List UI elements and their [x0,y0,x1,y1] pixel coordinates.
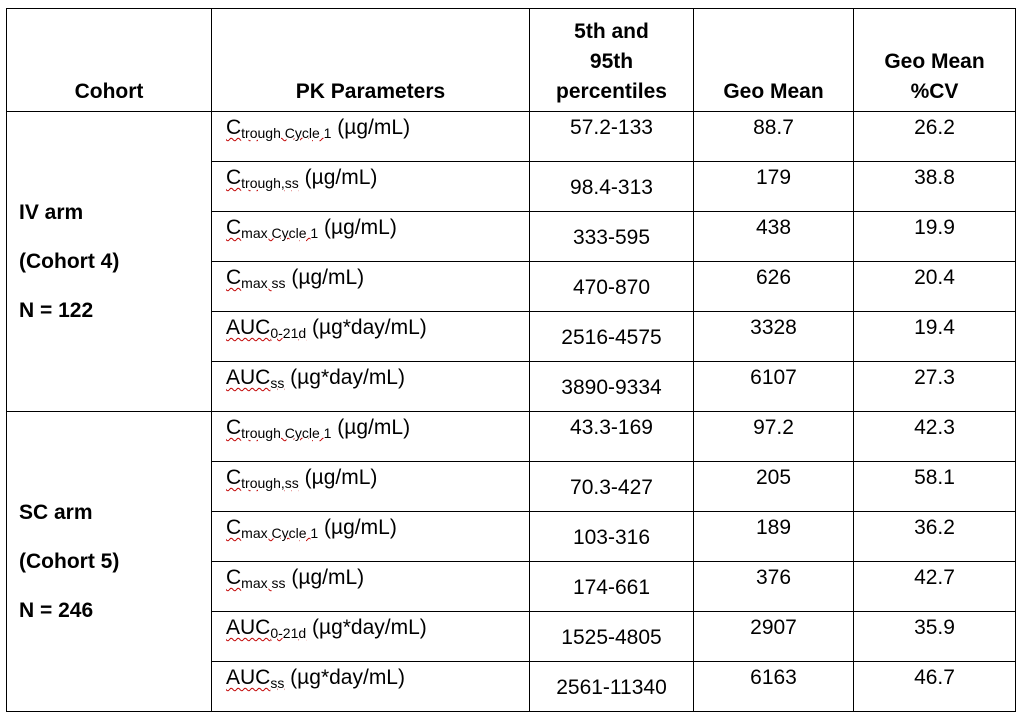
header-row [7,9,1016,112]
parameter-unit: (µg/mL) [298,166,378,189]
parameter-base: C [226,516,242,539]
geo-mean-cv-cell: 20.4 [854,262,1016,312]
parameter-subscript: trough,ss [241,175,299,191]
percentiles-cell: 470-870 [530,262,694,312]
cohort-cell [7,112,212,412]
cohort-label-line: N = 246 [19,599,94,622]
parameter-subscript: max ss [241,575,286,591]
header-geo-mean-cv: Geo Mean %CV [854,9,1016,112]
parameter-unit: (µg/mL) [331,416,411,439]
parameter-subscript: trough Cycle 1 [241,125,332,141]
pk-parameter-cell [212,312,530,362]
geo-mean-cell: 189 [694,512,854,562]
geo-mean-cv-cell: 38.8 [854,162,1016,212]
geo-mean-cv-cell: 36.2 [854,512,1016,562]
pk-parameter-cell [212,662,530,712]
table-row [7,412,1016,462]
percentiles-cell: 57.2-133 [530,112,694,162]
percentiles-cell: 103-316 [530,512,694,562]
header-pk-parameters: PK Parameters [212,9,530,112]
parameter-unit: (µg/mL) [331,116,411,139]
parameter-base: AUC [226,616,271,639]
parameter-unit: (µg/mL) [285,566,365,589]
parameter-base: C [226,416,242,439]
geo-mean-cell: 626 [694,262,854,312]
cohort-label-line: (Cohort 5) [19,550,120,573]
cohort-label-line: (Cohort 4) [19,250,120,273]
parameter-symbol [226,216,318,239]
geo-mean-cell: 6163 [694,662,854,712]
parameter-subscript: max Cycle 1 [241,225,319,241]
parameter-unit: (µg/mL) [285,266,365,289]
cohort-cell [7,412,212,712]
parameter-base: AUC [226,366,271,389]
table-row [7,112,1016,162]
pk-parameter-cell [212,212,530,262]
percentiles-cell: 98.4-313 [530,162,694,212]
geo-mean-cell: 179 [694,162,854,212]
geo-mean-cv-cell: 19.9 [854,212,1016,262]
parameter-symbol [226,616,306,639]
geo-mean-cell: 88.7 [694,112,854,162]
parameter-subscript: trough,ss [241,475,299,491]
parameter-subscript: ss [270,675,285,691]
cohort-label-line: N = 122 [19,299,94,322]
parameter-unit: (µg/mL) [318,516,397,539]
pk-parameters-table [6,8,1016,712]
parameter-subscript: 0-21d [270,325,307,341]
parameter-base: C [226,166,242,189]
parameter-unit: (µg*day/mL) [306,616,427,639]
percentiles-cell: 3890-9334 [530,362,694,412]
cohort-label-line: SC arm [19,501,93,524]
geo-mean-cv-cell: 46.7 [854,662,1016,712]
parameter-subscript: max ss [241,275,286,291]
parameter-base: AUC [226,316,271,339]
pk-parameter-cell [212,462,530,512]
geo-mean-cv-cell: 27.3 [854,362,1016,412]
pk-parameter-cell [212,362,530,412]
parameter-unit: (µg/mL) [298,466,378,489]
geo-mean-cv-cell: 42.7 [854,562,1016,612]
parameter-symbol [226,566,286,589]
geo-mean-cell: 205 [694,462,854,512]
header-geo-mean: Geo Mean [694,9,854,112]
pk-parameter-cell [212,162,530,212]
parameter-base: AUC [226,666,271,689]
pk-parameter-cell [212,262,530,312]
parameter-unit: (µg*day/mL) [306,316,427,339]
parameter-symbol [226,516,318,539]
geo-mean-cell: 438 [694,212,854,262]
geo-mean-cv-cell: 58.1 [854,462,1016,512]
percentiles-cell: 1525-4805 [530,612,694,662]
parameter-symbol [226,166,299,189]
geo-mean-cv-cell: 35.9 [854,612,1016,662]
percentiles-cell: 2516-4575 [530,312,694,362]
geo-mean-cv-cell: 42.3 [854,412,1016,462]
parameter-base: C [226,266,242,289]
parameter-symbol [226,466,299,489]
parameter-base: C [226,116,242,139]
parameter-unit: (µg/mL) [318,216,397,239]
parameter-base: C [226,566,242,589]
percentiles-cell: 43.3-169 [530,412,694,462]
parameter-subscript: 0-21d [270,625,307,641]
pk-parameter-cell [212,112,530,162]
percentiles-cell: 2561-11340 [530,662,694,712]
parameter-symbol [226,416,331,439]
pk-parameter-cell [212,412,530,462]
parameter-subscript: max Cycle 1 [241,525,319,541]
geo-mean-cell: 6107 [694,362,854,412]
parameter-symbol [226,316,306,339]
parameter-symbol [226,116,331,139]
parameter-symbol [226,266,286,289]
parameter-unit: (µg*day/mL) [284,366,405,389]
parameter-subscript: trough Cycle 1 [241,425,332,441]
pk-parameter-cell [212,612,530,662]
geo-mean-cell: 97.2 [694,412,854,462]
parameter-unit: (µg*day/mL) [284,666,405,689]
header-percentiles: 5th and 95th percentiles [530,9,694,112]
percentiles-cell: 174-661 [530,562,694,612]
percentiles-cell: 333-595 [530,212,694,262]
pk-parameter-cell [212,512,530,562]
parameter-symbol [226,666,284,689]
percentiles-cell: 70.3-427 [530,462,694,512]
geo-mean-cell: 3328 [694,312,854,362]
cohort-label-line: IV arm [19,201,84,224]
pk-parameter-cell [212,562,530,612]
header-cohort: Cohort [7,9,212,112]
parameter-base: C [226,466,242,489]
geo-mean-cell: 376 [694,562,854,612]
parameter-subscript: ss [270,375,285,391]
geo-mean-cv-cell: 26.2 [854,112,1016,162]
parameter-base: C [226,216,242,239]
geo-mean-cell: 2907 [694,612,854,662]
parameter-symbol [226,366,284,389]
geo-mean-cv-cell: 19.4 [854,312,1016,362]
